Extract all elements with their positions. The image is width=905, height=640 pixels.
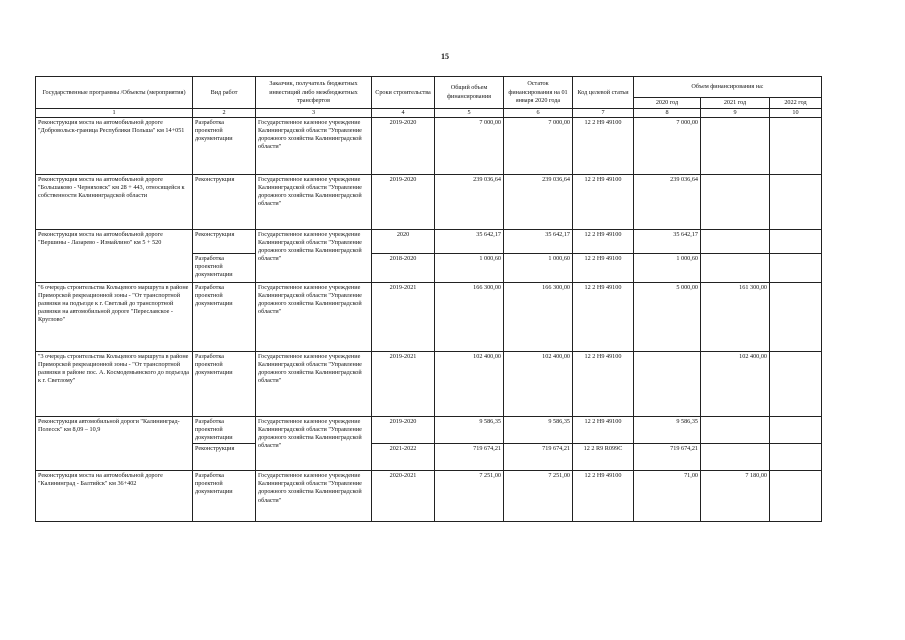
customer: Государственное казенное учреждение Калининградской области "Управление дорожного хозяйства Калининградской области" <box>256 283 372 352</box>
header-code: Код целевой статьи <box>573 77 634 109</box>
target-code: 12 2 Н9 49100 <box>573 471 634 522</box>
work-type: Реконструкция <box>193 175 256 230</box>
table-row <box>36 471 822 522</box>
column-number: 8 <box>634 109 701 118</box>
funding-2021 <box>701 230 770 254</box>
object-name: "3 очередь строительства Кольцевого маршрута в районе Приморской рекреационной зоны - "От транспортной развязки в районе пос. А. Космодемьянского до подъезда к г. Светлому" <box>36 352 193 417</box>
funding-2020: 7 000,00 <box>634 118 701 175</box>
target-code: 12 2 Н9 49100 <box>573 175 634 230</box>
remaining-financing: 9 586,35 <box>504 417 573 444</box>
funding-2022 <box>770 417 822 444</box>
target-code: 12 2 Н9 49100 <box>573 254 634 283</box>
column-number: 4 <box>372 109 435 118</box>
remaining-financing: 102 400,00 <box>504 352 573 417</box>
header-year-2020: 2020 год <box>634 98 701 109</box>
target-code: 12 2 Н9 49100 <box>573 118 634 175</box>
header-work-type: Вид работ <box>193 77 256 109</box>
total-financing: 166 300,00 <box>435 283 504 352</box>
work-type: Разработка проектной документации <box>193 417 256 444</box>
target-code: 12 2 Н9 49100 <box>573 352 634 417</box>
column-number-row <box>36 109 822 118</box>
funding-2021 <box>701 444 770 471</box>
target-code: 12 2 R9 R099С <box>573 444 634 471</box>
customer: Государственное казенное учреждение Калининградской области "Управление дорожного хозяйства Калининградской области" <box>256 352 372 417</box>
target-code: 12 2 Н9 49100 <box>573 417 634 444</box>
target-code: 12 2 Н9 49100 <box>573 283 634 352</box>
remaining-financing: 719 674,21 <box>504 444 573 471</box>
funding-2021 <box>701 118 770 175</box>
remaining-financing: 1 000,60 <box>504 254 573 283</box>
table-row <box>36 175 822 230</box>
work-type: Разработка проектной документации <box>193 352 256 417</box>
header-funding: Объем финансирования на: <box>634 77 822 98</box>
funding-2020: 71,00 <box>634 471 701 522</box>
work-type: Разработка проектной документации <box>193 283 256 352</box>
funding-2021 <box>701 175 770 230</box>
work-type: Разработка проектной документации <box>193 471 256 522</box>
object-name: Реконструкция моста на автомобильной дороге "Большаково - Черняховск" км 28 + 443, относящейся к собственности Калининградской области <box>36 175 193 230</box>
object-name: "6 очередь строительства Кольцевого маршрута в районе Приморской рекреационной зоны - "От транспортной развязки на подъезде к г. Светлый до транспортной развязки на автомобильной дороге "Переславское - Круглово" <box>36 283 193 352</box>
work-type: Реконструкция <box>193 230 256 254</box>
funding-2021: 7 180,00 <box>701 471 770 522</box>
construction-terms: 2020-2021 <box>372 471 435 522</box>
work-type: Разработка проектной документации <box>193 118 256 175</box>
construction-terms: 2019-2021 <box>372 283 435 352</box>
funding-2022 <box>770 352 822 417</box>
funding-2021 <box>701 417 770 444</box>
customer: Государственное казенное учреждение Калининградской области "Управление дорожного хозяйства Калининградской области" <box>256 471 372 522</box>
object-name: Реконструкция автомобильной дороги "Калининград-Полесск" км 8,09 – 10,9 <box>36 417 193 471</box>
funding-2022 <box>770 283 822 352</box>
table-row <box>36 283 822 352</box>
remaining-financing: 166 300,00 <box>504 283 573 352</box>
column-number: 9 <box>701 109 770 118</box>
funding-2021 <box>701 254 770 283</box>
customer: Государственное казенное учреждение Калининградской области "Управление дорожного хозяйства Калининградской области" <box>256 175 372 230</box>
total-financing: 239 036,64 <box>435 175 504 230</box>
object-name: Реконструкция моста на автомобильной дороге "Добровольск-граница Республики Польша" км 14+051 <box>36 118 193 175</box>
total-financing: 7 000,00 <box>435 118 504 175</box>
customer: Государственное казенное учреждение Калининградской области "Управление дорожного хозяйства Калининградской области" <box>256 118 372 175</box>
construction-terms: 2019-2021 <box>372 352 435 417</box>
column-number: 7 <box>573 109 634 118</box>
construction-terms: 2019-2020 <box>372 417 435 444</box>
work-type: Разработка проектной документации <box>193 254 256 283</box>
funding-2020: 9 586,35 <box>634 417 701 444</box>
column-number: 5 <box>435 109 504 118</box>
funding-2021: 102 400,00 <box>701 352 770 417</box>
construction-terms: 2018-2020 <box>372 254 435 283</box>
header-year-2021: 2021 год <box>701 98 770 109</box>
column-number: 2 <box>193 109 256 118</box>
remaining-financing: 7 251,00 <box>504 471 573 522</box>
target-code: 12 2 Н9 49100 <box>573 230 634 254</box>
total-financing: 7 251,00 <box>435 471 504 522</box>
construction-terms: 2019-2020 <box>372 118 435 175</box>
funding-2022 <box>770 471 822 522</box>
funding-2020: 35 642,17 <box>634 230 701 254</box>
customer: Государственное казенное учреждение Калининградской области "Управление дорожного хозяйства Калининградской области" <box>256 230 372 283</box>
table-row <box>36 118 822 175</box>
total-financing: 1 000,60 <box>435 254 504 283</box>
header-customer: Заказчик, получатель бюджетных инвестиций либо межбюджетных трансфертов <box>256 77 372 109</box>
table-header <box>36 77 822 109</box>
column-number: 10 <box>770 109 822 118</box>
construction-terms: 2021-2022 <box>372 444 435 471</box>
total-financing: 35 642,17 <box>435 230 504 254</box>
funding-2022 <box>770 444 822 471</box>
object-name: Реконструкция моста на автомобильной дороге "Вершины - Лазарево - Измайлино" км 5 + 520 <box>36 230 193 283</box>
construction-terms: 2019-2020 <box>372 175 435 230</box>
customer: Государственное казенное учреждение Калининградской области "Управление дорожного хозяйства Калининградской области" <box>256 417 372 471</box>
remaining-financing: 239 036,64 <box>504 175 573 230</box>
funding-2022 <box>770 175 822 230</box>
total-financing: 719 674,21 <box>435 444 504 471</box>
header-year-2022: 2022 год <box>770 98 822 109</box>
total-financing: 9 586,35 <box>435 417 504 444</box>
table-row <box>36 352 822 417</box>
construction-terms: 2020 <box>372 230 435 254</box>
funding-2020: 719 674,21 <box>634 444 701 471</box>
header-terms: Сроки строительства <box>372 77 435 109</box>
funding-2020: 5 000,00 <box>634 283 701 352</box>
column-number: 3 <box>256 109 372 118</box>
table-row <box>36 417 822 444</box>
object-name: Реконструкция моста на автомобильной дороге "Калининград - Балтийск" км 36+402 <box>36 471 193 522</box>
header-total: Общий объем финансирования <box>435 77 504 109</box>
work-type: Реконструкция <box>193 444 256 471</box>
funding-2020: 1 000,60 <box>634 254 701 283</box>
header-programs: Государственные программы /Объекты (мероприятия) <box>36 77 193 109</box>
page-number: 15 <box>441 52 449 61</box>
total-financing: 102 400,00 <box>435 352 504 417</box>
funding-2021: 161 300,00 <box>701 283 770 352</box>
funding-2022 <box>770 118 822 175</box>
funding-2022 <box>770 254 822 283</box>
financing-table <box>35 76 822 522</box>
funding-2020 <box>634 352 701 417</box>
column-number: 1 <box>36 109 193 118</box>
remaining-financing: 7 000,00 <box>504 118 573 175</box>
table-row <box>36 230 822 254</box>
header-remainder: Остаток финансирования на 01 января 2020 года <box>504 77 573 109</box>
column-number: 6 <box>504 109 573 118</box>
funding-2022 <box>770 230 822 254</box>
funding-2020: 239 036,64 <box>634 175 701 230</box>
remaining-financing: 35 642,17 <box>504 230 573 254</box>
